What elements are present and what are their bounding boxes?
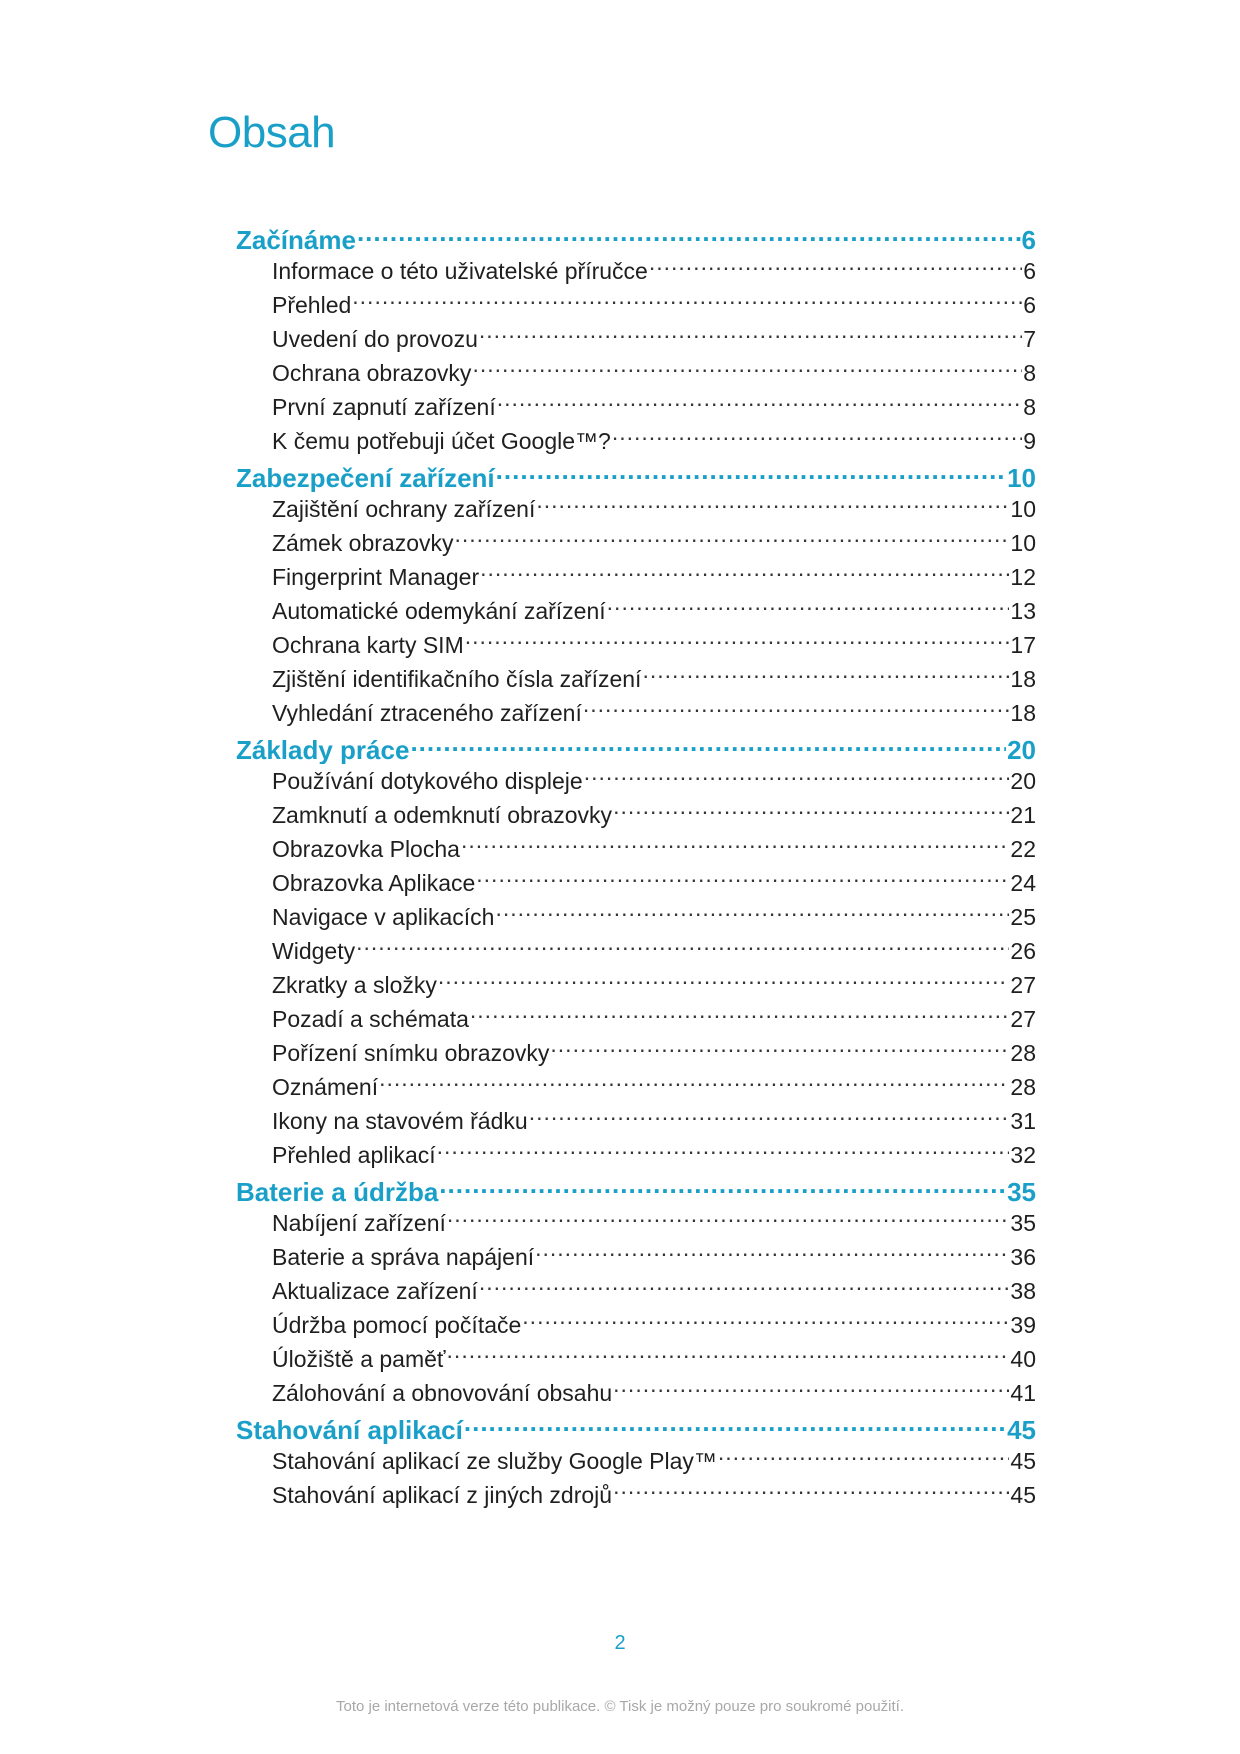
dot-leader [642,662,1009,687]
toc-entry-page: 10 [1010,530,1036,557]
toc-section [236,730,1036,1172]
toc-entry-label: Stahování aplikací z jiných zdrojů [272,1482,613,1509]
toc-entry[interactable] [272,1274,1036,1308]
toc-entry[interactable] [272,798,1036,832]
dot-leader [357,220,1021,249]
toc-entry-label: Fingerprint Manager [272,564,480,591]
toc-entry-label: Obrazovka Plocha [272,836,460,863]
toc-entry-page: 40 [1010,1346,1036,1373]
toc-entry-label: Pořízení snímku obrazovky [272,1040,550,1067]
toc-entry-label: Přehled [272,292,352,319]
page-title: Obsah [208,108,336,157]
toc-entry[interactable] [272,526,1036,560]
toc-entry[interactable] [272,764,1036,798]
toc-entry-label: Aktualizace zařízení [272,1278,478,1305]
dot-leader [479,1274,1010,1299]
dot-leader [529,1104,1010,1129]
dot-leader [438,968,1010,993]
dot-leader [379,1070,1009,1095]
toc-section-heading[interactable] [236,458,1036,492]
toc-entry[interactable] [272,628,1036,662]
toc-entry-page: 35 [1010,1210,1036,1237]
toc-subsection-list [236,492,1036,730]
toc-entry[interactable] [272,594,1036,628]
toc-entry-label: Ochrana karty SIM [272,632,464,659]
toc-section [236,458,1036,730]
toc-entry[interactable] [272,322,1036,356]
dot-leader [613,1376,1009,1401]
toc-entry[interactable] [272,832,1036,866]
toc-entry-page: 45 [1010,1448,1036,1475]
dot-leader [472,356,1022,381]
toc-entry[interactable] [272,1376,1036,1410]
toc-entry-page: 36 [1010,1244,1036,1271]
toc-section-heading[interactable] [236,1410,1036,1444]
dot-leader [447,1342,1010,1367]
toc-section-page: 35 [1007,1176,1036,1206]
dot-leader [536,492,1009,517]
toc-entry-label: Úložiště a paměť [272,1346,446,1373]
toc-entry[interactable] [272,662,1036,696]
dot-leader [464,1410,1006,1439]
toc-section-label: Zabezpečení zařízení [236,462,495,492]
toc-entry-label: Ochrana obrazovky [272,360,472,387]
dot-leader [437,1138,1010,1163]
toc-section-label: Základy práce [236,734,410,764]
toc-section-label: Začínáme [236,224,356,254]
dot-leader [480,560,1009,585]
dot-leader [476,866,1009,891]
toc-entry-label: Widgety [272,938,356,965]
dot-leader [718,1444,1010,1469]
toc-entry[interactable] [272,1070,1036,1104]
dot-leader [356,934,1009,959]
table-of-contents [236,220,1036,1512]
dot-leader [479,322,1022,347]
toc-section-page: 10 [1007,462,1036,492]
toc-entry-page: 18 [1010,700,1036,727]
toc-section-page: 6 [1021,224,1036,254]
toc-entry-page: 8 [1023,394,1036,421]
toc-entry-label: Navigace v aplikacích [272,904,495,931]
dot-leader [649,254,1022,279]
toc-entry-label: Zkratky a složky [272,972,437,999]
dot-leader [583,696,1010,721]
toc-entry-label: Zámek obrazovky [272,530,454,557]
dot-leader [550,1036,1009,1061]
dot-leader [522,1308,1009,1333]
toc-entry-page: 10 [1010,496,1036,523]
toc-entry-page: 25 [1010,904,1036,931]
toc-entry-page: 24 [1010,870,1036,897]
toc-entry[interactable] [272,1478,1036,1512]
toc-entry-label: Zajištění ochrany zařízení [272,496,536,523]
toc-entry-page: 6 [1023,292,1036,319]
toc-entry-page: 18 [1010,666,1036,693]
toc-section-label: Baterie a údržba [236,1176,439,1206]
dot-leader [470,1002,1010,1027]
toc-entry-label: Baterie a správa napájení [272,1244,535,1271]
toc-entry[interactable] [272,968,1036,1002]
toc-entry-page: 8 [1023,360,1036,387]
dot-leader [607,594,1010,619]
toc-entry-page: 7 [1023,326,1036,353]
toc-entry-page: 38 [1010,1278,1036,1305]
dot-leader [613,1478,1009,1503]
toc-entry[interactable] [272,1444,1036,1478]
toc-section [236,1410,1036,1512]
toc-subsection-list [236,1206,1036,1410]
toc-entry-label: Údržba pomocí počítače [272,1312,522,1339]
toc-entry-label: Uvedení do provozu [272,326,478,353]
toc-entry-page: 12 [1010,564,1036,591]
dot-leader [352,288,1022,313]
toc-entry-label: Obrazovka Aplikace [272,870,476,897]
toc-entry[interactable] [272,1036,1036,1070]
toc-entry[interactable] [272,254,1036,288]
toc-entry[interactable] [272,696,1036,730]
toc-entry-label: Oznámení [272,1074,379,1101]
toc-entry-label: Ikony na stavovém řádku [272,1108,528,1135]
toc-section [236,220,1036,458]
toc-entry-label: Používání dotykového displeje [272,768,583,795]
toc-entry[interactable] [272,390,1036,424]
dot-leader [497,390,1022,415]
toc-entry-page: 22 [1010,836,1036,863]
toc-entry-page: 41 [1010,1380,1036,1407]
toc-entry[interactable] [272,1342,1036,1376]
toc-subsection-list [236,764,1036,1172]
toc-entry-label: První zapnutí zařízení [272,394,496,421]
toc-entry-page: 39 [1010,1312,1036,1339]
toc-entry[interactable] [272,492,1036,526]
dot-leader [455,526,1010,551]
toc-section-heading[interactable] [236,1172,1036,1206]
dot-leader [535,1240,1009,1265]
toc-entry-label: Stahování aplikací ze služby Google Play™ [272,1448,717,1475]
toc-entry-page: 6 [1023,258,1036,285]
toc-section-label: Stahování aplikací [236,1414,463,1444]
toc-entry-label: Zamknutí a odemknutí obrazovky [272,802,613,829]
toc-entry-page: 17 [1010,632,1036,659]
toc-entry-label: Zálohování a obnovování obsahu [272,1380,613,1407]
toc-entry-page: 31 [1010,1108,1036,1135]
toc-entry[interactable] [272,934,1036,968]
toc-section-heading[interactable] [236,220,1036,254]
dot-leader [447,1206,1010,1231]
dot-leader [465,628,1010,653]
toc-entry[interactable] [272,1104,1036,1138]
toc-section-page: 20 [1007,734,1036,764]
dot-leader [613,798,1009,823]
toc-entry[interactable] [272,1240,1036,1274]
toc-subsection-list [236,1444,1036,1512]
toc-entry-label: Informace o této uživatelské příručce [272,258,648,285]
toc-entry-page: 21 [1010,802,1036,829]
toc-entry-page: 32 [1010,1142,1036,1169]
toc-entry[interactable] [272,1002,1036,1036]
toc-entry[interactable] [272,288,1036,322]
toc-section [236,1172,1036,1410]
toc-section-page: 45 [1007,1414,1036,1444]
toc-entry-page: 20 [1010,768,1036,795]
toc-entry[interactable] [272,1138,1036,1172]
toc-entry-page: 27 [1010,1006,1036,1033]
toc-entry-label: Pozadí a schémata [272,1006,469,1033]
toc-entry-label: K čemu potřebuji účet Google™? [272,428,611,455]
toc-entry-page: 28 [1010,1040,1036,1067]
toc-subsection-list [236,254,1036,458]
dot-leader [410,730,1006,759]
toc-entry-label: Vyhledání ztraceného zařízení [272,700,582,727]
toc-entry[interactable] [272,424,1036,458]
toc-entry-label: Automatické odemykání zařízení [272,598,606,625]
page-number: 2 [614,1632,626,1654]
toc-section-heading[interactable] [236,730,1036,764]
toc-entry-page: 27 [1010,972,1036,999]
toc-entry[interactable] [272,1308,1036,1342]
toc-entry[interactable] [272,356,1036,390]
toc-entry-page: 28 [1010,1074,1036,1101]
toc-entry-label: Přehled aplikací [272,1142,436,1169]
dot-leader [439,1172,1006,1201]
toc-entry-page: 9 [1023,428,1036,455]
toc-entry[interactable] [272,900,1036,934]
dot-leader [495,900,1009,925]
dot-leader [461,832,1009,857]
toc-entry-label: Zjištění identifikačního čísla zařízení [272,666,642,693]
dot-leader [584,764,1010,789]
dot-leader [496,458,1006,487]
toc-entry-page: 13 [1010,598,1036,625]
toc-entry[interactable] [272,560,1036,594]
toc-entry-label: Nabíjení zařízení [272,1210,446,1237]
toc-entry-page: 45 [1010,1482,1036,1509]
toc-entry[interactable] [272,1206,1036,1240]
toc-entry-page: 26 [1010,938,1036,965]
toc-entry[interactable] [272,866,1036,900]
footer-note: Toto je internetová verze této publikace. © Tisk je možný pouze pro soukromé použití. [335,1698,904,1715]
dot-leader [612,424,1022,449]
